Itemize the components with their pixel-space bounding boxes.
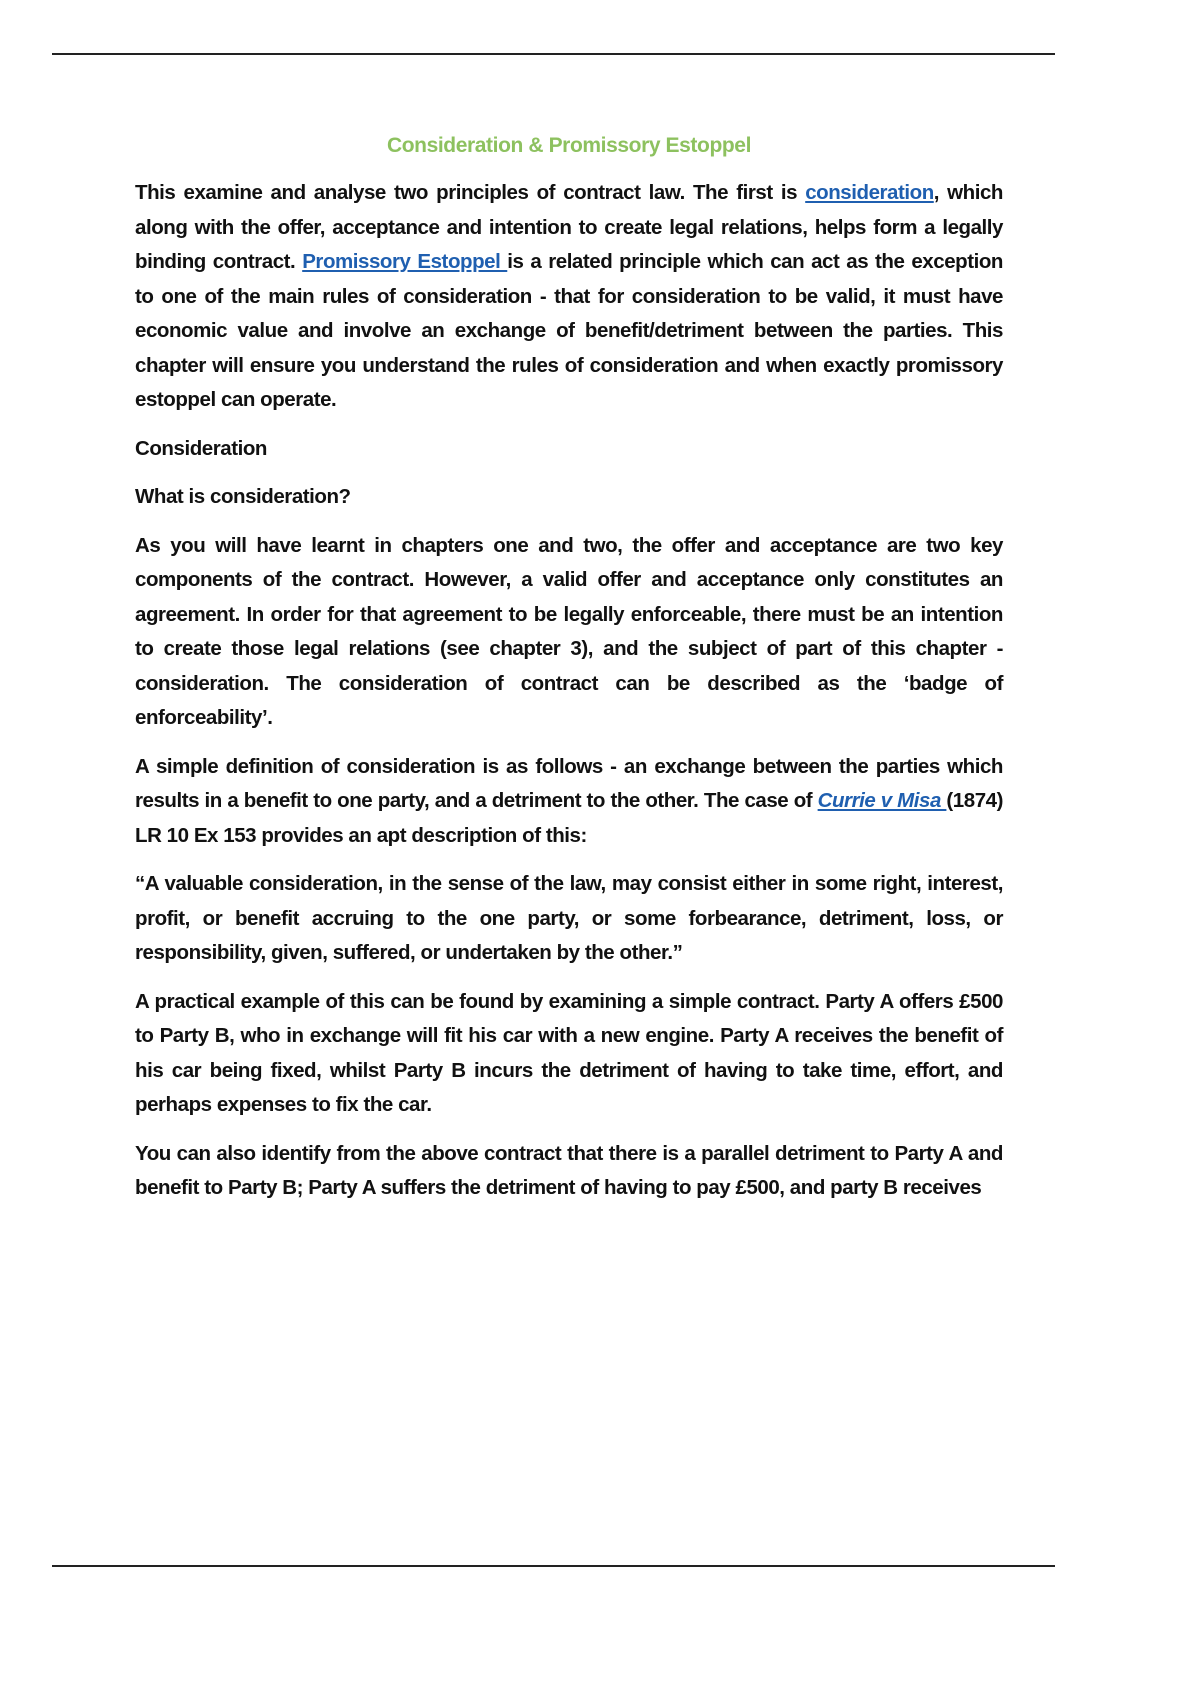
definition-text-1: A simple definition of consideration is as follows - an exchange between the parties which results in a benefit to one party, and a detriment to the other. The case of	[135, 754, 1003, 812]
document-body	[135, 134, 1003, 1220]
consideration-link[interactable]: consideration	[805, 181, 934, 204]
footer-rule	[52, 1565, 1055, 1567]
header-rule	[52, 53, 1055, 55]
example-paragraph: A practical example of this can be found by examining a simple contract. Party A offers £500 to Party B, who in exchange will fit his car with a new engine. Party A receives the benefit of his car being fixed, whilst Party B incurs the detriment of having to take time, effort, and perhaps expenses to fix the car.	[135, 989, 1003, 1116]
offer-acceptance-paragraph: As you will have learnt in chapters one and two, the offer and acceptance are two key components of the contract. However, a valid offer and acceptance only constitutes an agreement. In order for that agreement to be legally enforceable, there must be an intention to create those legal relations (see chapter 3), and the subject of part of this chapter - consideration. The consideration of contract can be described as the ‘badge of enforceability’.	[135, 533, 1003, 729]
intro-text-1: This examine and analyse two principles of contract law. The first is	[135, 181, 806, 204]
parallel-paragraph: You can also identify from the above contract that there is a parallel detriment to Party A and benefit to Party B; Party A suffers the detriment of having to pay £500, and party B receives	[135, 1141, 1003, 1199]
definition-text-2: (1874) LR 10 Ex 153 provides an apt description of this:	[135, 789, 1003, 847]
promissory-estoppel-link[interactable]: Promissory Estoppel	[302, 250, 508, 273]
quote-paragraph: “A valuable consideration, in the sense of the law, may consist either in some right, interest, profit, or benefit accruing to the one party, or some forbearance, detriment, loss, or responsibility, given, suffered, or undertaken by the other.”	[135, 872, 1003, 964]
document-title: Consideration & Promissory Estoppel	[386, 134, 752, 157]
intro-text-3: is a related principle which can act as the exception to one of the main rules of consideration - that for consideration to be valid, it must have economic value and involve an exchange of benefit/detriment between the parties. This chapter will ensure you understand the rules of consideration and when exactly promissory estoppel can operate.	[135, 250, 1004, 411]
currie-v-misa-link[interactable]: Currie v Misa	[817, 789, 947, 812]
heading-consideration: Consideration	[135, 436, 267, 460]
heading-what-is-consideration: What is consideration?	[135, 485, 351, 508]
intro-text-2: , which along with the offer, acceptance and intention to create legal relations, helps form a legally binding contract.	[135, 181, 1004, 273]
intro-paragraph	[135, 176, 1003, 418]
definition-paragraph	[135, 750, 1003, 854]
